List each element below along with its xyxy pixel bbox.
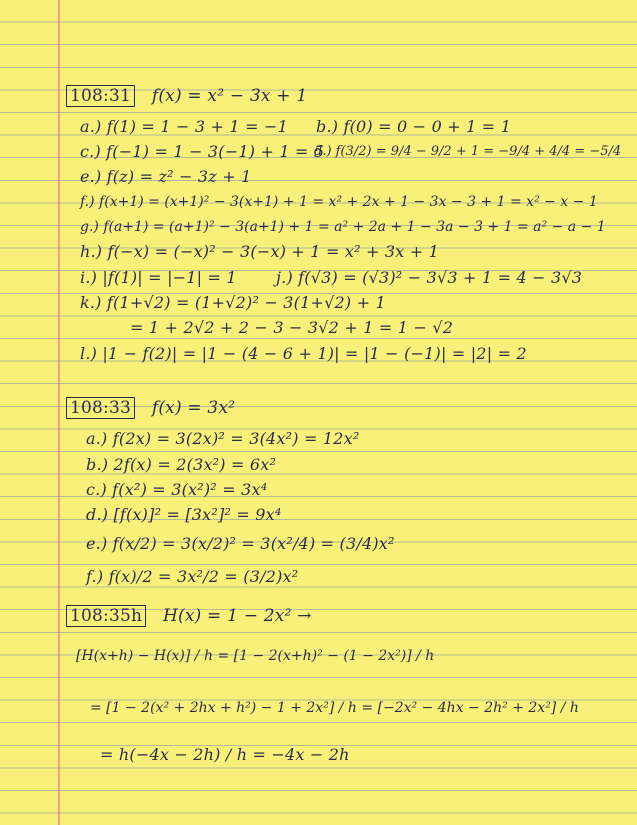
part-k: k.) f(1+√2) = (1+√2)² − 3(1+√2) + 1 bbox=[80, 293, 386, 312]
problem-label: 108:31 bbox=[66, 85, 135, 107]
problem-header-108-31 bbox=[66, 86, 307, 106]
problem-header-108-33 bbox=[66, 398, 235, 418]
difference-quotient-setup: [H(x+h) − H(x)] / h = [1 − 2(x+h)² − (1 − 2x²)] / h bbox=[76, 648, 435, 664]
function-definition: f(x) = 3x² bbox=[151, 398, 236, 418]
problem-label: 108:33 bbox=[66, 397, 135, 419]
function-definition: f(x) = x² − 3x + 1 bbox=[151, 86, 308, 106]
problem-header-108-35h bbox=[66, 606, 312, 626]
part-a: a.) f(2x) = 3(2x)² = 3(4x²) = 12x² bbox=[86, 429, 360, 448]
part-b: b.) f(0) = 0 − 0 + 1 = 1 bbox=[316, 117, 512, 136]
part-f: f.) f(x+1) = (x+1)² − 3(x+1) + 1 = x² + 2x + 1 − 3x − 3 + 1 = x² − x − 1 bbox=[80, 194, 598, 210]
part-h: h.) f(−x) = (−x)² − 3(−x) + 1 = x² + 3x + 1 bbox=[80, 242, 440, 261]
part-i: i.) |f(1)| = |−1| = 1 bbox=[80, 268, 237, 287]
part-e: e.) f(z) = z² − 3z + 1 bbox=[80, 167, 252, 186]
difference-quotient-result: = h(−4x − 2h) / h = −4x − 2h bbox=[100, 745, 350, 764]
part-e: e.) f(x/2) = 3(x/2)² = 3(x²/4) = (3/4)x² bbox=[86, 534, 395, 553]
part-c: c.) f(−1) = 1 − 3(−1) + 1 = 5 bbox=[80, 142, 325, 161]
problem-label: 108:35h bbox=[66, 605, 146, 627]
part-d: d.) f(3/2) = 9/4 − 9/2 + 1 = −9/4 + 4/4 = −5/4 bbox=[314, 144, 622, 159]
part-g: g.) f(a+1) = (a+1)² − 3(a+1) + 1 = a² + 2a + 1 − 3a − 3 + 1 = a² − a − 1 bbox=[80, 219, 606, 235]
part-k-continued: = 1 + 2√2 + 2 − 3 − 3√2 + 1 = 1 − √2 bbox=[130, 318, 454, 337]
part-b: b.) 2f(x) = 2(3x²) = 6x² bbox=[86, 455, 277, 474]
part-d: d.) [f(x)]² = [3x²]² = 9x⁴ bbox=[86, 505, 282, 524]
part-f: f.) f(x)/2 = 3x²/2 = (3/2)x² bbox=[86, 567, 299, 586]
part-c: c.) f(x²) = 3(x²)² = 3x⁴ bbox=[86, 480, 268, 499]
part-j: j.) f(√3) = (√3)² − 3√3 + 1 = 4 − 3√3 bbox=[276, 268, 583, 287]
difference-quotient-expand: = [1 − 2(x² + 2hx + h²) − 1 + 2x²] / h = [−2x² − 4hx − 2h² + 2x²] / h bbox=[90, 700, 579, 716]
part-l: l.) |1 − f(2)| = |1 − (4 − 6 + 1)| = |1 − (−1)| = |2| = 2 bbox=[80, 344, 527, 363]
function-definition: H(x) = 1 − 2x² → bbox=[162, 606, 312, 626]
part-a: a.) f(1) = 1 − 3 + 1 = −1 bbox=[80, 117, 288, 136]
